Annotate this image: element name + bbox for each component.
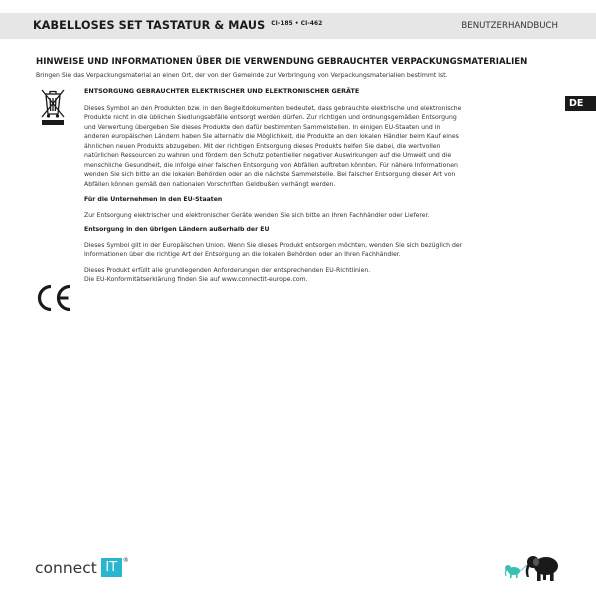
weee-heading: ENTSORGUNG GEBRAUCHTER ELEKTRISCHER UND ELEKTRONISCHER GERÄTE	[84, 87, 360, 95]
text-line: Informationen über die richtige Art der Entsorgung an die lokalen Behörden oder an Ihren Fachhändler.	[84, 251, 401, 258]
other-countries-paragraph	[84, 241, 562, 260]
model-numbers: CI-185 • CI-462	[271, 21, 323, 27]
eu-heading: Für die Unternehmen in den EU-Staaten	[84, 196, 223, 203]
trademark-mark: ®	[122, 557, 129, 564]
text-line: ähnlichen neuen Produkts abzugeben. Mit der richtigen Entsorgung dieses Produkts helfen Sie dabei, die wertvollen	[84, 142, 441, 150]
manual-label: BENUTZERHANDBUCH	[461, 21, 558, 31]
text-line: menschliche Gesundheit, die infolge einer falschen Entsorgung von Abfällen auftreten könnten. Für nähere Informationen	[84, 161, 458, 169]
document-title	[33, 19, 322, 32]
elephants-logo-icon	[504, 553, 562, 583]
logo-text: connect	[35, 558, 97, 577]
text-line: natürlichen Ressourcen zu wahren und fördern den Schutz potentieller negativer Auswirkungen auf die Umwelt und die	[84, 152, 452, 159]
section-title: HINWEISE UND INFORMATIONEN ÜBER DIE VERWENDUNG GEBRAUCHTER VERPACKUNGSMATERIALIEN	[36, 57, 528, 67]
ce-paragraph	[84, 266, 562, 285]
text-line: Dieses Produkt erfüllt alle grundlegenden Anforderungen der entsprechenden EU-Richtlinien.	[84, 266, 371, 274]
other-countries-heading: Entsorgung in den übrigen Ländern außerhalb der EU	[84, 226, 270, 233]
small-elephant-icon	[505, 565, 520, 578]
page-header	[0, 13, 596, 39]
weee-paragraph	[84, 104, 562, 190]
text-line: wenden Sie sich bitte an die lokalen Behörden oder an die nächste Sammelstelle. Bei falscher Entsorgung dieser Art von	[84, 171, 456, 178]
weee-block	[84, 87, 562, 285]
text-line: Dieses Symbol gilt in der Europäischen Union. Wenn Sie dieses Produkt entsorgen möchten, wenden Sie sich bezüglich der	[84, 241, 463, 249]
text-line: anderen europäischen Ländern haben Sie alternativ die Möglichkeit, die Produkte an den lokalen Händler beim Kauf eines	[84, 133, 459, 140]
text-line: Dieses Symbol an den Produkten bzw. in den Begleitdokumenten bedeutet, dass gebrauchte elektrische und elektronische	[84, 104, 462, 112]
product-title: KABELLOSES SET TASTATUR & MAUS	[33, 19, 266, 32]
language-tab: DE	[565, 96, 596, 111]
ce-mark-icon	[34, 283, 74, 313]
eu-text: Zur Entsorgung elektrischer und elektronischer Geräte wenden Sie sich bitte an Ihren Fachhändler oder Lieferer.	[84, 211, 430, 219]
text-line: Abfällen können gemäß den nationalen Vorschriften Geldbußen verhängt werden.	[84, 180, 336, 188]
connect-it-logo	[35, 557, 129, 579]
crossed-out-wheelie-bin-icon	[39, 86, 67, 128]
text-line: und Verwertung übergeben Sie dieses Produkte den dafür bestimmten Sammelstellen. In einigen EU-Staaten und in	[84, 123, 441, 131]
large-elephant-icon	[526, 556, 558, 581]
logo-box: IT	[101, 558, 122, 577]
text-line: Produkte nicht in die üblichen Siedlungsabfälle entsorgt werden dürfen. Zur richtigen und ordnungsgemäßen Entsorgung	[84, 114, 457, 121]
section-intro: Bringen Sie das Verpackungsmaterial an einen Ort, der von der Gemeinde zur Verbringung von Verpackungsmaterialien bestimmt ist.	[36, 72, 448, 79]
text-line: Die EU-Konformitätserklärung finden Sie auf www.connectit-europe.com.	[84, 276, 308, 283]
